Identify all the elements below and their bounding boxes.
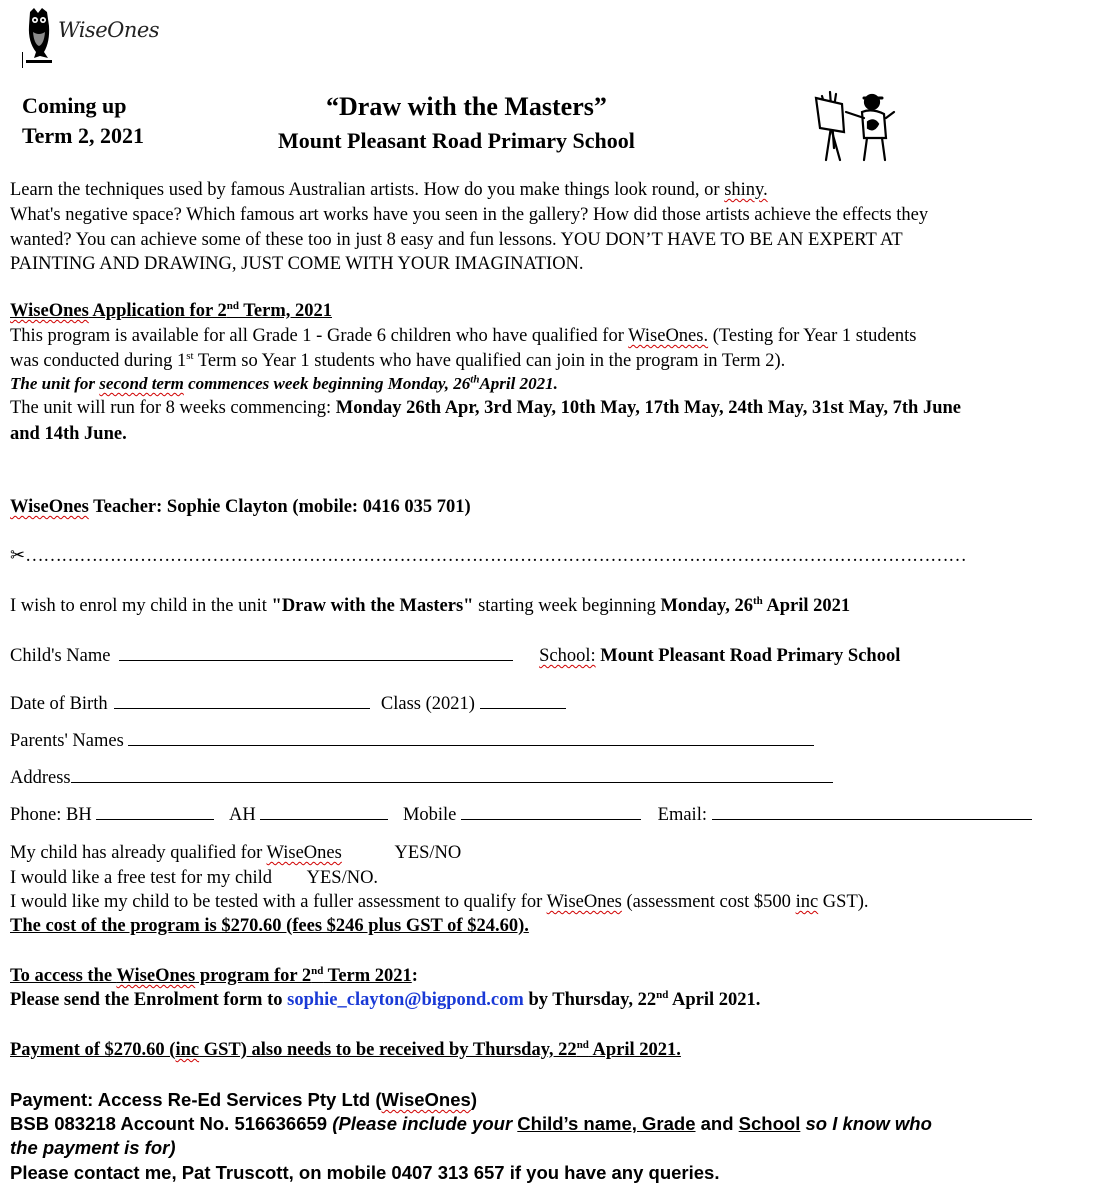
enrol-line: I wish to enrol my child in the unit "Draw with the Masters" starting week beginning Monday, 26th April 2021: [10, 594, 851, 616]
address-label: Address: [10, 768, 71, 788]
teacher-line: WiseOnes Teacher: Sophie Clayton (mobile: 0416 035 701): [10, 497, 471, 517]
application-run-line: The unit will run for 8 weeks commencing: Monday 26th Apr, 3rd May, 10th May, 17th May, 24th May, 31st May, 7th June: [10, 398, 962, 418]
payment-line-3: the payment is for): [10, 1137, 176, 1158]
program-cost: The cost of the program is $270.60 (fees $246 plus GST of $24.60).: [10, 916, 529, 936]
payment-line-2: BSB 083218 Account No. 516636659 (Please include your Child’s name, Grade and School so I know who: [10, 1113, 932, 1134]
free-test-row: I would like a free test for my child YES/NO.: [10, 868, 379, 888]
mobile-field[interactable]: [461, 805, 641, 820]
intro-line-4: PAINTING AND DRAWING, JUST COME WITH YOUR IMAGINATION.: [10, 254, 584, 274]
intro-shiny-word: shiny.: [724, 180, 768, 200]
application-para-1: This program is available for all Grade 1 - Grade 6 children who have qualified for WiseOnes. (Testing for Year 1 students: [10, 326, 917, 346]
logo-text: WiseOnes: [58, 18, 160, 42]
child-name-label: Child's Name: [10, 646, 111, 666]
page-title: “Draw with the Masters”: [326, 92, 607, 121]
class-field[interactable]: [480, 694, 566, 709]
phone-bh-field[interactable]: [96, 805, 214, 820]
child-name-row: [10, 646, 900, 667]
intro-line-3: wanted? You can achieve some of these too in just 8 easy and fun lessons. YOU DON’T HAVE TO BE AN EXPERT AT: [10, 230, 903, 250]
address-field[interactable]: [71, 768, 833, 783]
yes-no-free-test[interactable]: YES/NO.: [306, 868, 379, 888]
mobile-label: Mobile: [402, 805, 457, 825]
contact-line: Please contact me, Pat Truscott, on mobile 0407 313 657 if you have any queries.: [10, 1162, 720, 1183]
school-value: Mount Pleasant Road Primary School: [600, 646, 901, 666]
school-title: Mount Pleasant Road Primary School: [278, 128, 635, 153]
logo: [14, 6, 174, 72]
scissors-icon: ✂: [10, 545, 26, 566]
access-heading: To access the WiseOnes program for 2nd Term 2021:: [10, 964, 418, 986]
school-label: School:: [539, 646, 596, 666]
intro-line-1: Learn the techniques used by famous Australian artists. How do you make things look round, or shiny.: [10, 180, 768, 200]
payment-line-1: Payment: Access Re-Ed Services Pty Ltd (WiseOnes): [10, 1089, 477, 1110]
child-name-field[interactable]: [119, 646, 513, 661]
intro-line-2: What's negative space? Which famous art works have you seen in the gallery? How did those artists achieve the effects they: [10, 205, 929, 225]
phone-ah-field[interactable]: [260, 805, 388, 820]
parents-label: Parents' Names: [10, 731, 124, 751]
coming-up-label: Coming up: [22, 93, 127, 118]
class-label: Class (2021): [380, 694, 475, 714]
yes-no-qualified[interactable]: YES/NO: [394, 843, 462, 863]
parents-row: [10, 731, 814, 752]
cut-line: ✂…………………………………………………………………………………………………………………………………………: [10, 545, 967, 566]
application-run-end: and 14th June.: [10, 424, 127, 444]
email-label: Email:: [657, 805, 707, 825]
phone-ah-label: AH: [228, 805, 256, 825]
term-label: Term 2, 2021: [22, 123, 145, 148]
phone-row: [10, 805, 1032, 826]
dob-label: Date of Birth: [10, 694, 108, 714]
payment-due-line: Payment of $270.60 (inc GST) also needs to be received by Thursday, 22nd April 2021.: [10, 1038, 681, 1060]
painter-easel-icon: [812, 88, 898, 164]
email-link[interactable]: sophie_clayton@bigpond.com: [287, 990, 524, 1010]
qualified-row: My child has already qualified for WiseOnes YES/NO: [10, 843, 462, 863]
email-field[interactable]: [712, 805, 1032, 820]
application-italic-line: The unit for second term commences week beginning Monday, 26thApril 2021.: [10, 373, 558, 393]
dob-row: [10, 694, 566, 715]
application-heading: WiseOnes Application for 2nd Term, 2021: [10, 299, 332, 321]
owl-icon: [22, 6, 56, 68]
dob-field[interactable]: [114, 694, 370, 709]
address-row: [10, 768, 833, 789]
parents-field[interactable]: [128, 731, 814, 746]
application-para-2: was conducted during 1st Term so Year 1 students who have qualified can join in the program in Term 2).: [10, 349, 786, 371]
fuller-assessment-row: I would like my child to be tested with a fuller assessment to qualify for WiseOnes (assessment cost $500 inc GST).: [10, 892, 869, 912]
phone-bh-label: Phone: BH: [10, 805, 92, 825]
send-form-line: Please send the Enrolment form to sophie_clayton@bigpond.com by Thursday, 22nd April 2021.: [10, 988, 761, 1010]
